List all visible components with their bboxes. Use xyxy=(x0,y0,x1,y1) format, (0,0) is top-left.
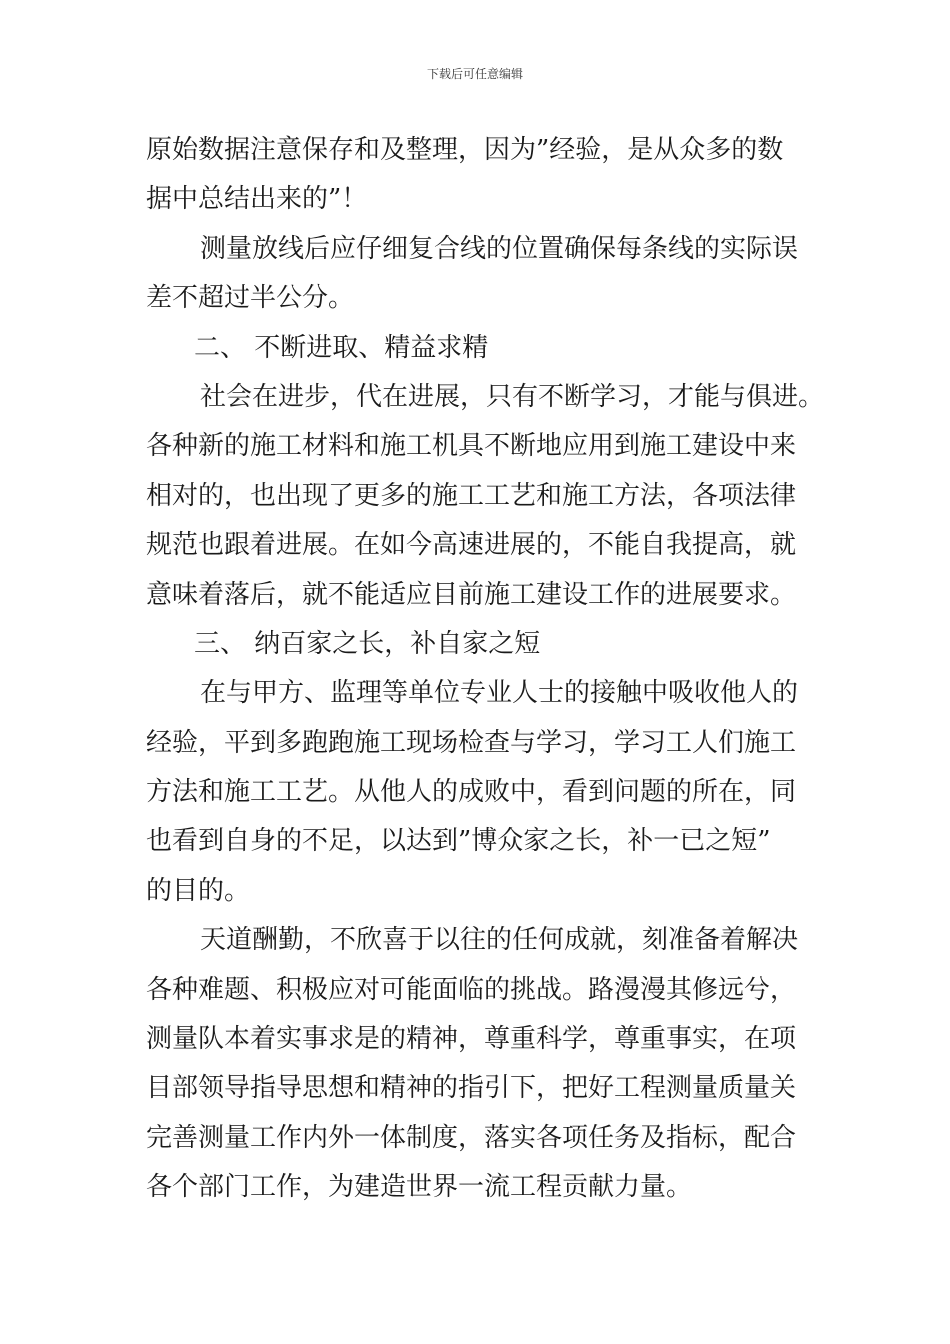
text-line: 方法和施工工艺。从他人的成败中，看到问题的所在，同 xyxy=(146,777,797,808)
text-line: 差不超过半公分。 xyxy=(146,283,355,314)
page-header: 下载后可任意编辑 xyxy=(426,67,523,81)
text-line: 的目的。 xyxy=(146,875,251,906)
text-line: 各种难题、积极应对可能面临的挑战。路漫漫其修远兮， xyxy=(146,974,797,1005)
text-line: 原始数据注意保存和及整理，因为”经验，是从众多的数 xyxy=(146,135,784,165)
text-line: 目部领导指导思想和精神的指引下，把好工程测量质量关 xyxy=(146,1073,797,1104)
paragraph-3 xyxy=(146,373,826,620)
document-body xyxy=(146,126,826,1213)
text-line: 天道酬勤，不欣喜于以往的任何成就，刻准备着解决 xyxy=(200,925,799,956)
text-line: 测量队本着实事求是的精神，尊重科学，尊重事实，在项 xyxy=(146,1024,797,1055)
paragraph-4 xyxy=(146,669,826,916)
text-line: 社会在进步，代在进展，只有不断学习，才能与俱进。 xyxy=(200,381,825,412)
text-line: 各种新的施工材料和施工机具不断地应用到施工建设中来 xyxy=(146,431,797,462)
section-heading-2 xyxy=(146,324,826,373)
paragraph-2 xyxy=(146,225,826,324)
text-line: 规范也跟着进展。在如今高速进展的，不能自我提高，就 xyxy=(146,530,797,561)
text-line: 在与甲方、监理等单位专业人士的接触中吸收他人的 xyxy=(200,678,799,709)
text-line: 测量放线后应仔细复合线的位置确保每条线的实际误 xyxy=(200,233,799,264)
paragraph-5 xyxy=(146,916,826,1212)
text-line: 也看到自身的不足，以达到”博众家之长，补一已之短” xyxy=(146,826,771,857)
text-line: 完善测量工作内外一体制度，落实各项任务及指标，配合 xyxy=(146,1122,797,1153)
paragraph-1 xyxy=(146,126,826,225)
heading-line: 三、 纳百家之长，补自家之短 xyxy=(194,628,541,659)
text-line: 据中总结出来的”！ xyxy=(146,184,368,215)
text-line: 意味着落后，就不能适应目前施工建设工作的进展要求。 xyxy=(146,579,797,610)
text-line: 经验，平到多跑跑施工现场检查与学习，学习工人们施工 xyxy=(146,727,797,758)
section-heading-3 xyxy=(146,620,826,669)
text-line: 各个部门工作，为建造世界一流工程贡献力量。 xyxy=(146,1172,693,1203)
text-line: 相对的，也出现了更多的施工工艺和施工方法，各项法律 xyxy=(146,480,797,511)
heading-line: 二、 不断进取、精益求精 xyxy=(194,332,489,363)
